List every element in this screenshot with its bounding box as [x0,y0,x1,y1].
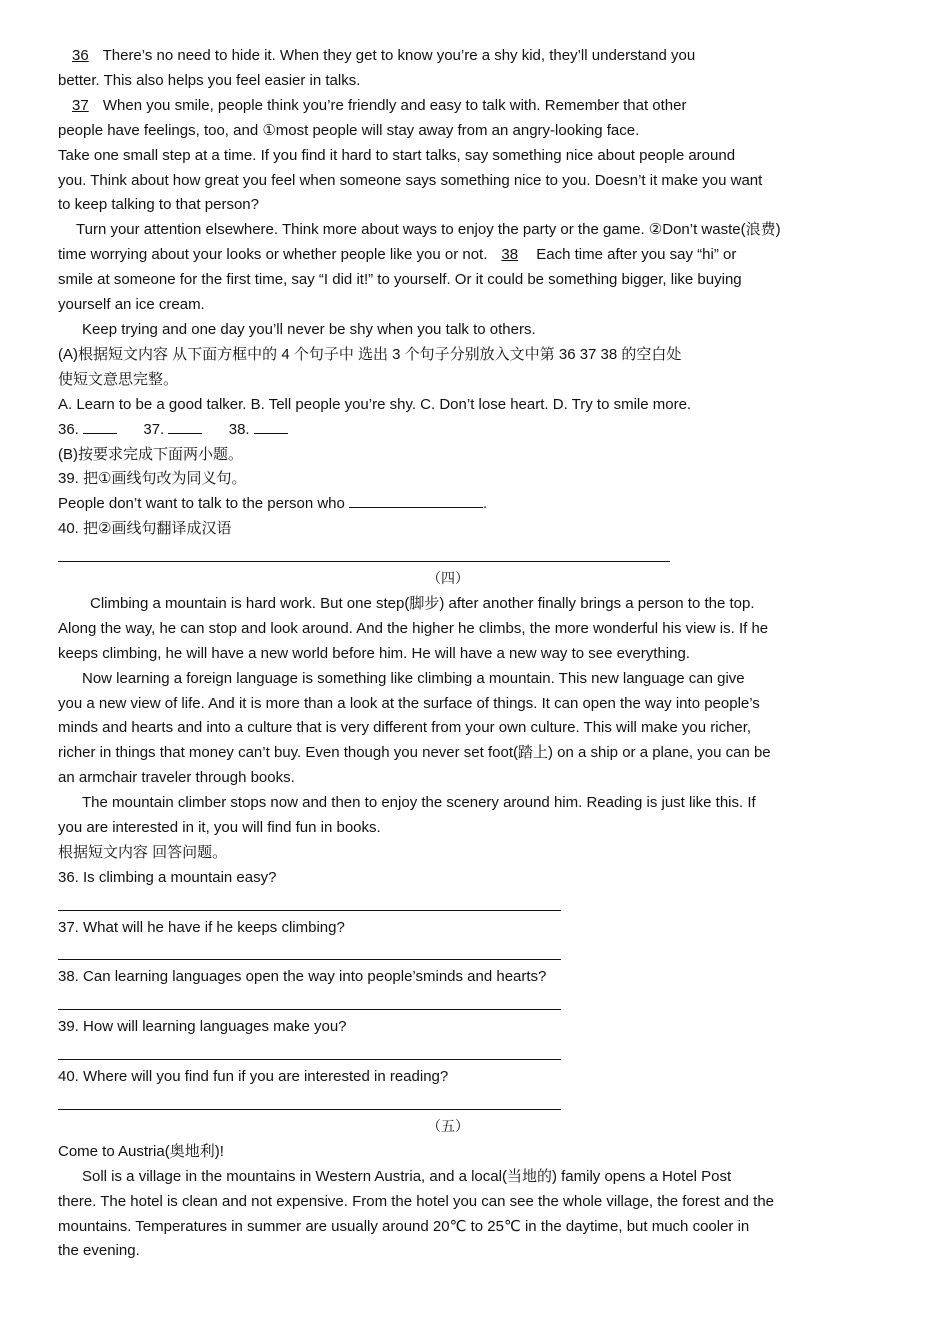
passage4-line: richer in things that money can’t buy. Even though you never set foot(踏上) on a ship or a plane, you can be [58,744,771,762]
answer-line-40 [58,1090,838,1115]
passage3-line: Turn your attention elsewhere. Think more about ways to enjoy the party or the game. ②Don’t waste(浪费) [76,221,781,239]
passage3-line: Keep trying and one day you’ll never be shy when you talk to others. [82,320,536,338]
question-40: 40. 把②画线句翻译成汉语 [58,520,232,538]
passage3-line: people have feelings, too, and ①most people will stay away from an angry-looking face. [58,121,640,139]
blank-37: 37 [72,96,89,114]
question-39: 39. 把①画线句改为同义句。 [58,470,247,488]
section5-title: Come to Austria(奥地利)! [58,1142,224,1160]
passage3-line: smile at someone for the first time, say “I did it!” to yourself. Or it could be something bigger, like buying [58,271,742,289]
section4-question-39: 39. How will learning languages make you? [58,1018,347,1036]
passage5-line: the evening. [58,1242,140,1260]
question-39-sentence: People don’t want to talk to the person who . [58,495,488,513]
section4-instruction: 根据短文内容 回答问题。 [58,843,228,861]
passage4-line: Along the way, he can stop and look around. And the higher he climbs, the more wonderful his view is. If he [58,619,769,637]
section4-question-40: 40. Where will you find fun if you are interested in reading? [58,1068,449,1086]
passage5-line: mountains. Temperatures in summer are usually around 20℃ to 25℃ in the daytime, but much cooler in [58,1217,750,1235]
section4-question-38: 38. Can learning languages open the way into people’sminds and hearts? [58,968,547,986]
passage4-line: keeps climbing, he will have a new world before him. He will have a new way to see everything. [58,644,690,662]
passage4-line: minds and hearts and into a culture that is very different from your own culture. This will make you richer, [58,719,752,737]
question-a-instruction: 使短文意思完整。 [58,370,179,388]
question-b-instruction: (B)按要求完成下面两小题。 [58,445,243,463]
section4-question-36: 36. Is climbing a mountain easy? [58,868,277,886]
question-39-blank [349,493,483,508]
answer-37-line [168,419,202,434]
section-heading: （四） [427,571,469,588]
answer-line-37 [58,941,838,966]
section-heading: （五） [427,1118,469,1135]
passage5-line: there. The hotel is clean and not expensive. From the hotel you can see the whole village, the forest and the [58,1192,775,1210]
passage3-line: 36 There’s no need to hide it. When they get to know you’re a shy kid, they’ll understand you [58,44,838,69]
answer-36-line [83,419,117,434]
passage3-line: Take one small step at a time. If you find it hard to start talks, say something nice about people around [58,146,736,164]
passage4-line: an armchair traveler through books. [58,769,295,787]
answer-line-38 [58,990,838,1015]
passage3-line: to keep talking to that person? [58,196,259,214]
question-40-answer-line [58,542,838,567]
section4-question-37: 37. What will he have if he keeps climbing? [58,918,345,936]
passage4-line: Climbing a mountain is hard work. But one step(脚步) after another finally brings a person to the top. [90,594,755,612]
question-a-instruction: (A)根据短文内容 从下面方框中的 4 个句子中 选出 3 个句子分别放入文中第 36 37 38 的空白处 [58,345,682,363]
passage3-line: time worrying about your looks or whether people like you or not. 38 Each time after you say “hi” or [58,243,838,268]
passage3-line: 37 When you smile, people think you’re friendly and easy to talk with. Remember that other [58,94,838,119]
passage4-line: you are interested in it, you will find fun in books. [58,819,381,837]
worksheet-page [58,44,838,1264]
passage4-line: you a new view of life. And it is more than a look at the surface of things. It can open the way into people’s [58,694,760,712]
options-line: A. Learn to be a good talker. B. Tell people you’re shy. C. Don’t lose heart. D. Try to smile more. [58,395,692,413]
passage4-line: The mountain climber stops now and then to enjoy the scenery around him. Reading is just like this. If [82,794,756,812]
blank-38: 38 [501,246,519,264]
answer-line-36 [58,891,838,916]
answer-38-line [254,419,288,434]
passage4-line: Now learning a foreign language is something like climbing a mountain. This new language can give [82,669,745,687]
blank-36: 36 [72,47,89,64]
passage3-line: better. This also helps you feel easier in talks. [58,71,361,89]
passage3-line: yourself an ice cream. [58,296,205,314]
passage5-line: Soll is a village in the mountains in Western Austria, and a local(当地的) family opens a Hotel Post [82,1167,732,1185]
passage3-line: you. Think about how great you feel when someone says something nice to you. Doesn’t it make you want [58,171,763,189]
answer-blanks: 36. 37. 38. [58,418,838,443]
answer-line-39 [58,1040,838,1065]
